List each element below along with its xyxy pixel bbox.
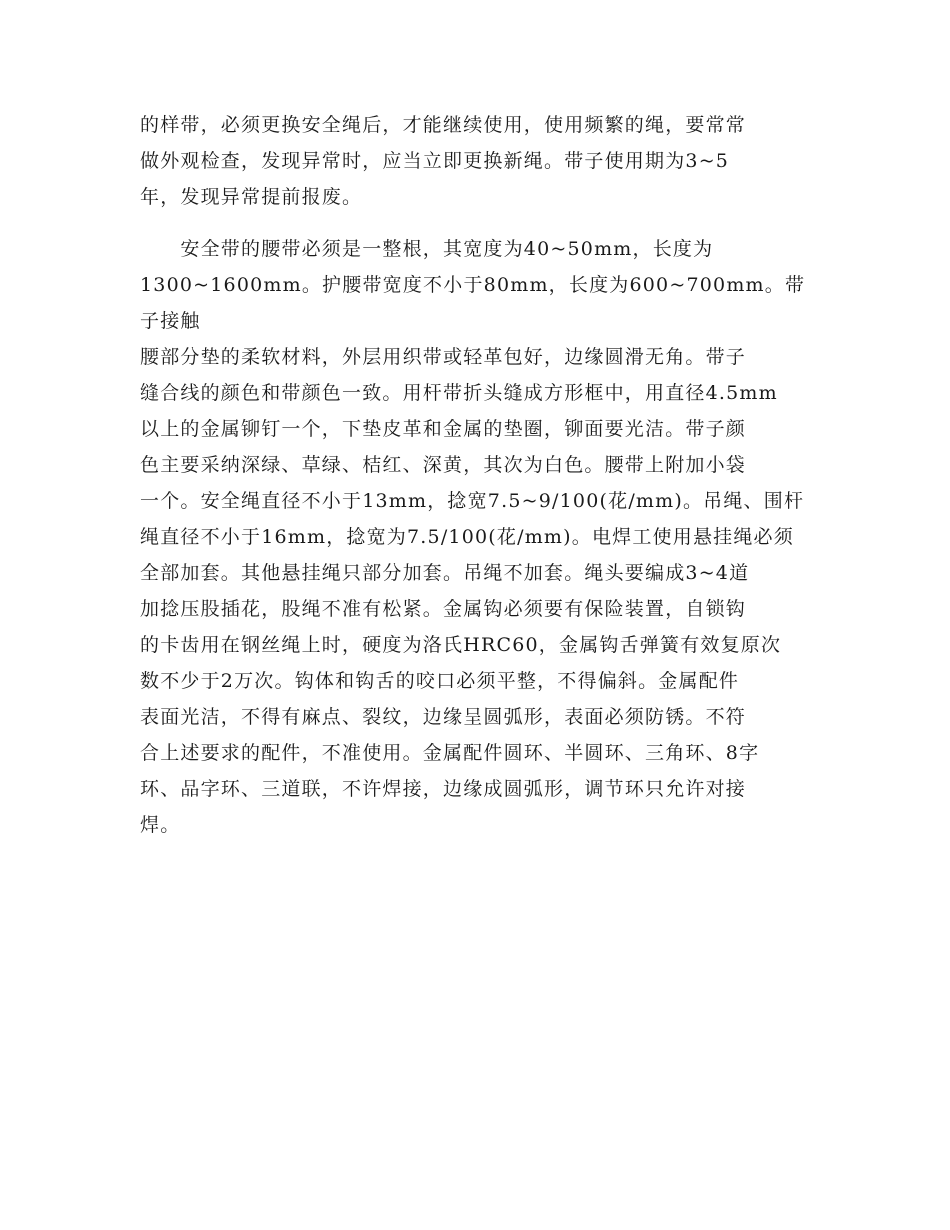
- paragraph-1: 的样带，必须更换安全绳后，才能继续使用，使用频繁的绳，要常常 做外观检查，发现异常时，应当立即更换新绳。带子使用期为3~5 年，发现异常提前报废。: [140, 114, 747, 208]
- document-body: [140, 107, 812, 843]
- paragraph-2: 安全带的腰带必须是一整根，其宽度为40~50mm，长度为 1300~1600mm。护腰带宽度不小于80mm，长度为600~700mm。带子接触 腰部分垫的柔软材料，外层用织带或轻革包好，边缘圆滑无角。带子 缝合线的颜色和带颜色一致。用杆带折头缝成方形框中，用直径4.5mm 以上的金属铆钉一个，下垫皮革和金属的垫圈，铆面要光洁。带子颜 色主要采纳深绿、草绿、桔红、深黄，其次为白色。腰带上附加小袋 一个。安全绳直径不小于13mm，捻宽7.5~9/100(花/mm)。吊绳、围杆 绳直径不小于16mm，捻宽为7.5/100(花/mm)。电焊工使用悬挂绳必须 全部加套。其他悬挂绳只部分加套。吊绳不加套。绳头要编成3~4道 加捻压股插花，股绳不准有松紧。金属钩必须要有保险装置，自锁钩 的卡齿用在钢丝绳上时，硬度为洛氏HRC60，金属钩舌弹簧有效复原次 数不少于2万次。钩体和钩舌的咬口必须平整，不得偏斜。金属配件 表面光洁，不得有麻点、裂纹，边缘呈圆弧形，表面必须防锈。不符 合上述要求的配件，不准使用。金属配件圆环、半圆环、三角环、8字 环、品字环、三道联，不许焊接，边缘成圆弧形，调节环只允许对接 焊。: [140, 238, 806, 836]
